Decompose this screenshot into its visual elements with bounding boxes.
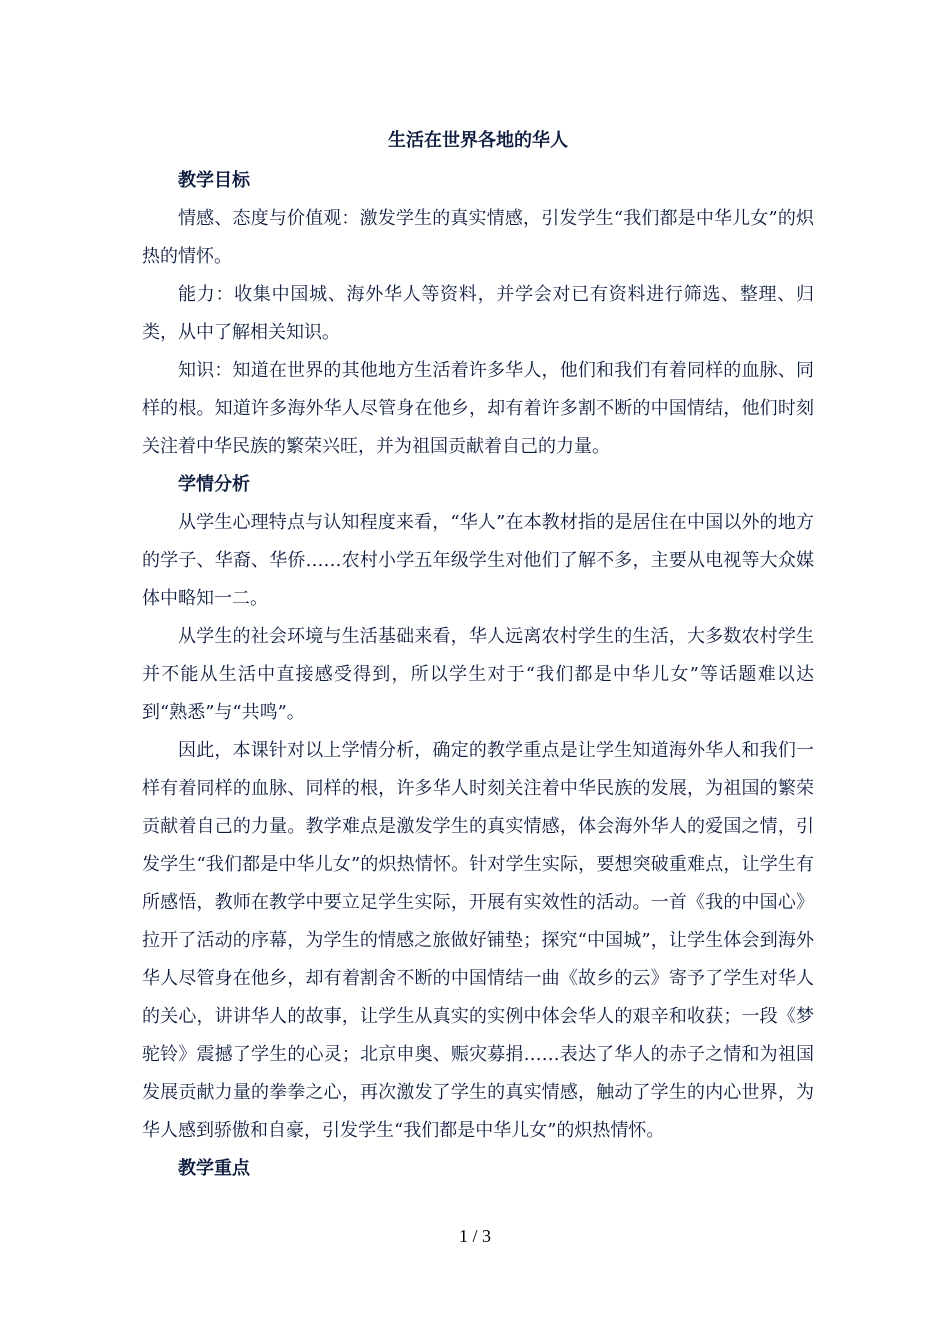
paragraph: 情感、态度与价值观：激发学生的真实情感，引发学生“我们都是中华儿女”的炽热的情怀。 <box>142 208 814 267</box>
document-title: 生活在世界各地的华人 <box>388 130 568 151</box>
paragraph: 能力：收集中国城、海外华人等资料，并学会对已有资料进行筛选、整理、归类，从中了解相关知识。 <box>142 284 814 343</box>
section-teaching-focus <box>142 1150 814 1188</box>
section-heading: 学情分析 <box>178 474 250 495</box>
paragraph: 知识：知道在世界的其他地方生活着许多华人，他们和我们有着同样的血脉、同样的根。知道许多海外华人尽管身在他乡，却有着许多割不断的中国情结，他们时刻关注着中华民族的繁荣兴旺，并为祖国贡献着自己的力量。 <box>142 360 814 457</box>
section-teaching-goals <box>142 162 814 466</box>
section-heading: 教学重点 <box>178 1158 250 1179</box>
page-indicator: 1 / 3 <box>458 1226 491 1246</box>
section-learning-analysis <box>142 466 814 1150</box>
paragraph: 从学生心理特点与认知程度来看，“华人”在本教材指的是居住在中国以外的地方的学子、华裔、华侨……农村小学五年级学生对他们了解不多，主要从电视等大众媒体中略知一二。 <box>142 512 814 609</box>
document-body <box>142 122 814 1188</box>
section-heading: 教学目标 <box>178 170 250 191</box>
paragraph: 从学生的社会环境与生活基础来看，华人远离农村学生的生活，大多数农村学生并不能从生活中直接感受得到，所以学生对于“我们都是中华儿女”等话题难以达到“熟悉”与“共鸣”。 <box>142 626 814 723</box>
paragraph: 因此，本课针对以上学情分析，确定的教学重点是让学生知道海外华人和我们一样有着同样的血脉、同样的根，许多华人时刻关注着中华民族的发展，为祖国的繁荣贡献着自己的力量。教学难点是激发学生的真实情感，体会海外华人的爱国之情，引发学生“我们都是中华儿女”的炽热情怀。针对学生实际，要想突破重难点，让学生有所感悟，教师在教学中要立足学生实际，开展有实效性的活动。一首《我的中国心》拉开了活动的序幕，为学生的情感之旅做好铺垫；探究“中国城”，让学生体会到海外华人尽管身在他乡，却有着割舍不断的中国情结一曲《故乡的云》寄予了学生对华人的关心，讲讲华人的故事，让学生从真实的实例中体会华人的艰辛和收获；一段《梦驼铃》震撼了学生的心灵；北京申奥、赈灾募捐……表达了华人的赤子之情和为祖国发展贡献力量的拳拳之心，再次激发了学生的真实情感，触动了学生的内心世界，为华人感到骄傲和自豪，引发学生“我们都是中华儿女”的炽热情怀。 <box>142 740 814 1141</box>
